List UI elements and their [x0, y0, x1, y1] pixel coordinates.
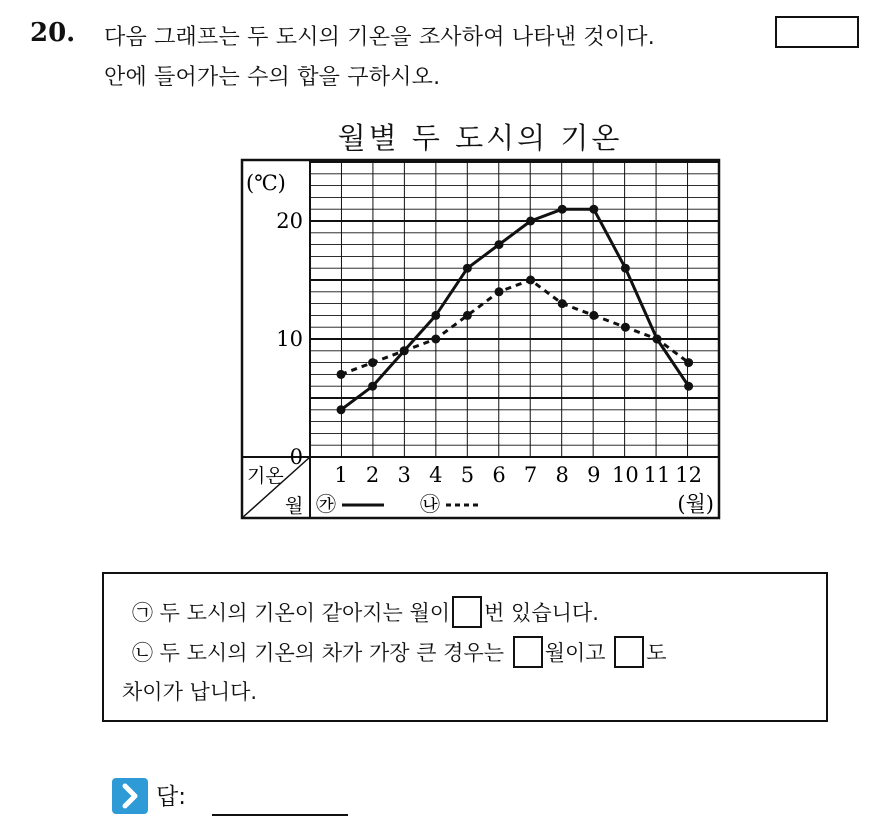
series-1-point: [337, 405, 346, 414]
series-2-point: [495, 287, 504, 296]
question-number: 20.: [30, 18, 76, 48]
series-2-point: [589, 311, 598, 320]
corner-label-month: 월: [285, 495, 304, 517]
series-1-point: [463, 264, 472, 273]
series-line-1: [341, 209, 689, 410]
answer-label: 답:: [156, 784, 186, 810]
series-2-point: [400, 346, 409, 355]
x-tick-label: 5: [460, 463, 475, 487]
x-tick-label: 2: [365, 463, 380, 487]
series-2-point: [463, 311, 472, 320]
condition-1-suffix: 번 있습니다.: [484, 601, 599, 625]
series-2-point: [431, 335, 440, 344]
y-tick-label: 20: [276, 209, 303, 233]
series-1-point: [526, 217, 535, 226]
series-2-point: [684, 358, 693, 367]
x-tick-label: 9: [587, 463, 601, 487]
series-1-point: [368, 382, 377, 391]
condition-2-continued: 차이가 납니다.: [122, 680, 258, 704]
legend-label-1: ㉮: [316, 492, 336, 516]
chart-title: 월별 두 도시의 기온: [337, 121, 623, 155]
series-2-point: [526, 276, 535, 285]
x-tick-label: 7: [523, 463, 538, 487]
series-2-point: [368, 358, 377, 367]
series-1-point: [558, 205, 567, 214]
legend-label-2: ㉯: [420, 492, 440, 516]
condition-2-suffix: 도: [646, 641, 667, 665]
corner-label-temperature: 기온: [247, 465, 284, 487]
series-2-point: [621, 323, 630, 332]
series-1-point: [431, 311, 440, 320]
series-2-point: [653, 335, 662, 344]
series-2-point: [337, 370, 346, 379]
y-tick-label: 10: [276, 327, 303, 351]
x-tick-label: 1: [334, 463, 348, 487]
condition-1: [132, 596, 599, 628]
series-1-point: [621, 264, 630, 273]
answer-blank-1: [452, 596, 482, 628]
x-tick-label: 8: [555, 463, 569, 487]
question-text-line2: 안에 들어가는 수의 합을 구하시오.: [104, 65, 441, 90]
x-tick-label: 3: [397, 463, 411, 487]
condition-2-text: ㉡ 두 도시의 기온의 차가 가장 큰 경우는: [132, 641, 505, 665]
x-tick-label: 12: [675, 463, 702, 487]
answer-blank-3: [614, 636, 644, 668]
y-tick-label: 0: [289, 445, 303, 469]
chevron-right-icon: [112, 778, 148, 814]
x-axis-unit: (월): [677, 492, 714, 516]
x-tick-label: 4: [429, 463, 443, 487]
answer-blank-2: [513, 636, 543, 668]
x-tick-label: 6: [492, 463, 506, 487]
series-1-point: [684, 382, 693, 391]
x-tick-label: 10: [612, 463, 639, 487]
condition-2-mid: 월이고: [544, 641, 606, 665]
conditions-box: [102, 572, 828, 722]
answer-input-line[interactable]: [212, 814, 348, 816]
condition-1-text: ㉠ 두 도시의 기온이 같아지는 월이: [132, 601, 451, 625]
y-axis-unit: (℃): [246, 171, 286, 195]
series-2-point: [558, 299, 567, 308]
condition-2: [132, 636, 667, 668]
series-1-point: [495, 240, 504, 249]
series-1-point: [589, 205, 598, 214]
question-text-line1: 다음 그래프는 두 도시의 기온을 조사하여 나타낸 것이다.: [104, 25, 655, 50]
x-tick-label: 11: [643, 463, 671, 487]
